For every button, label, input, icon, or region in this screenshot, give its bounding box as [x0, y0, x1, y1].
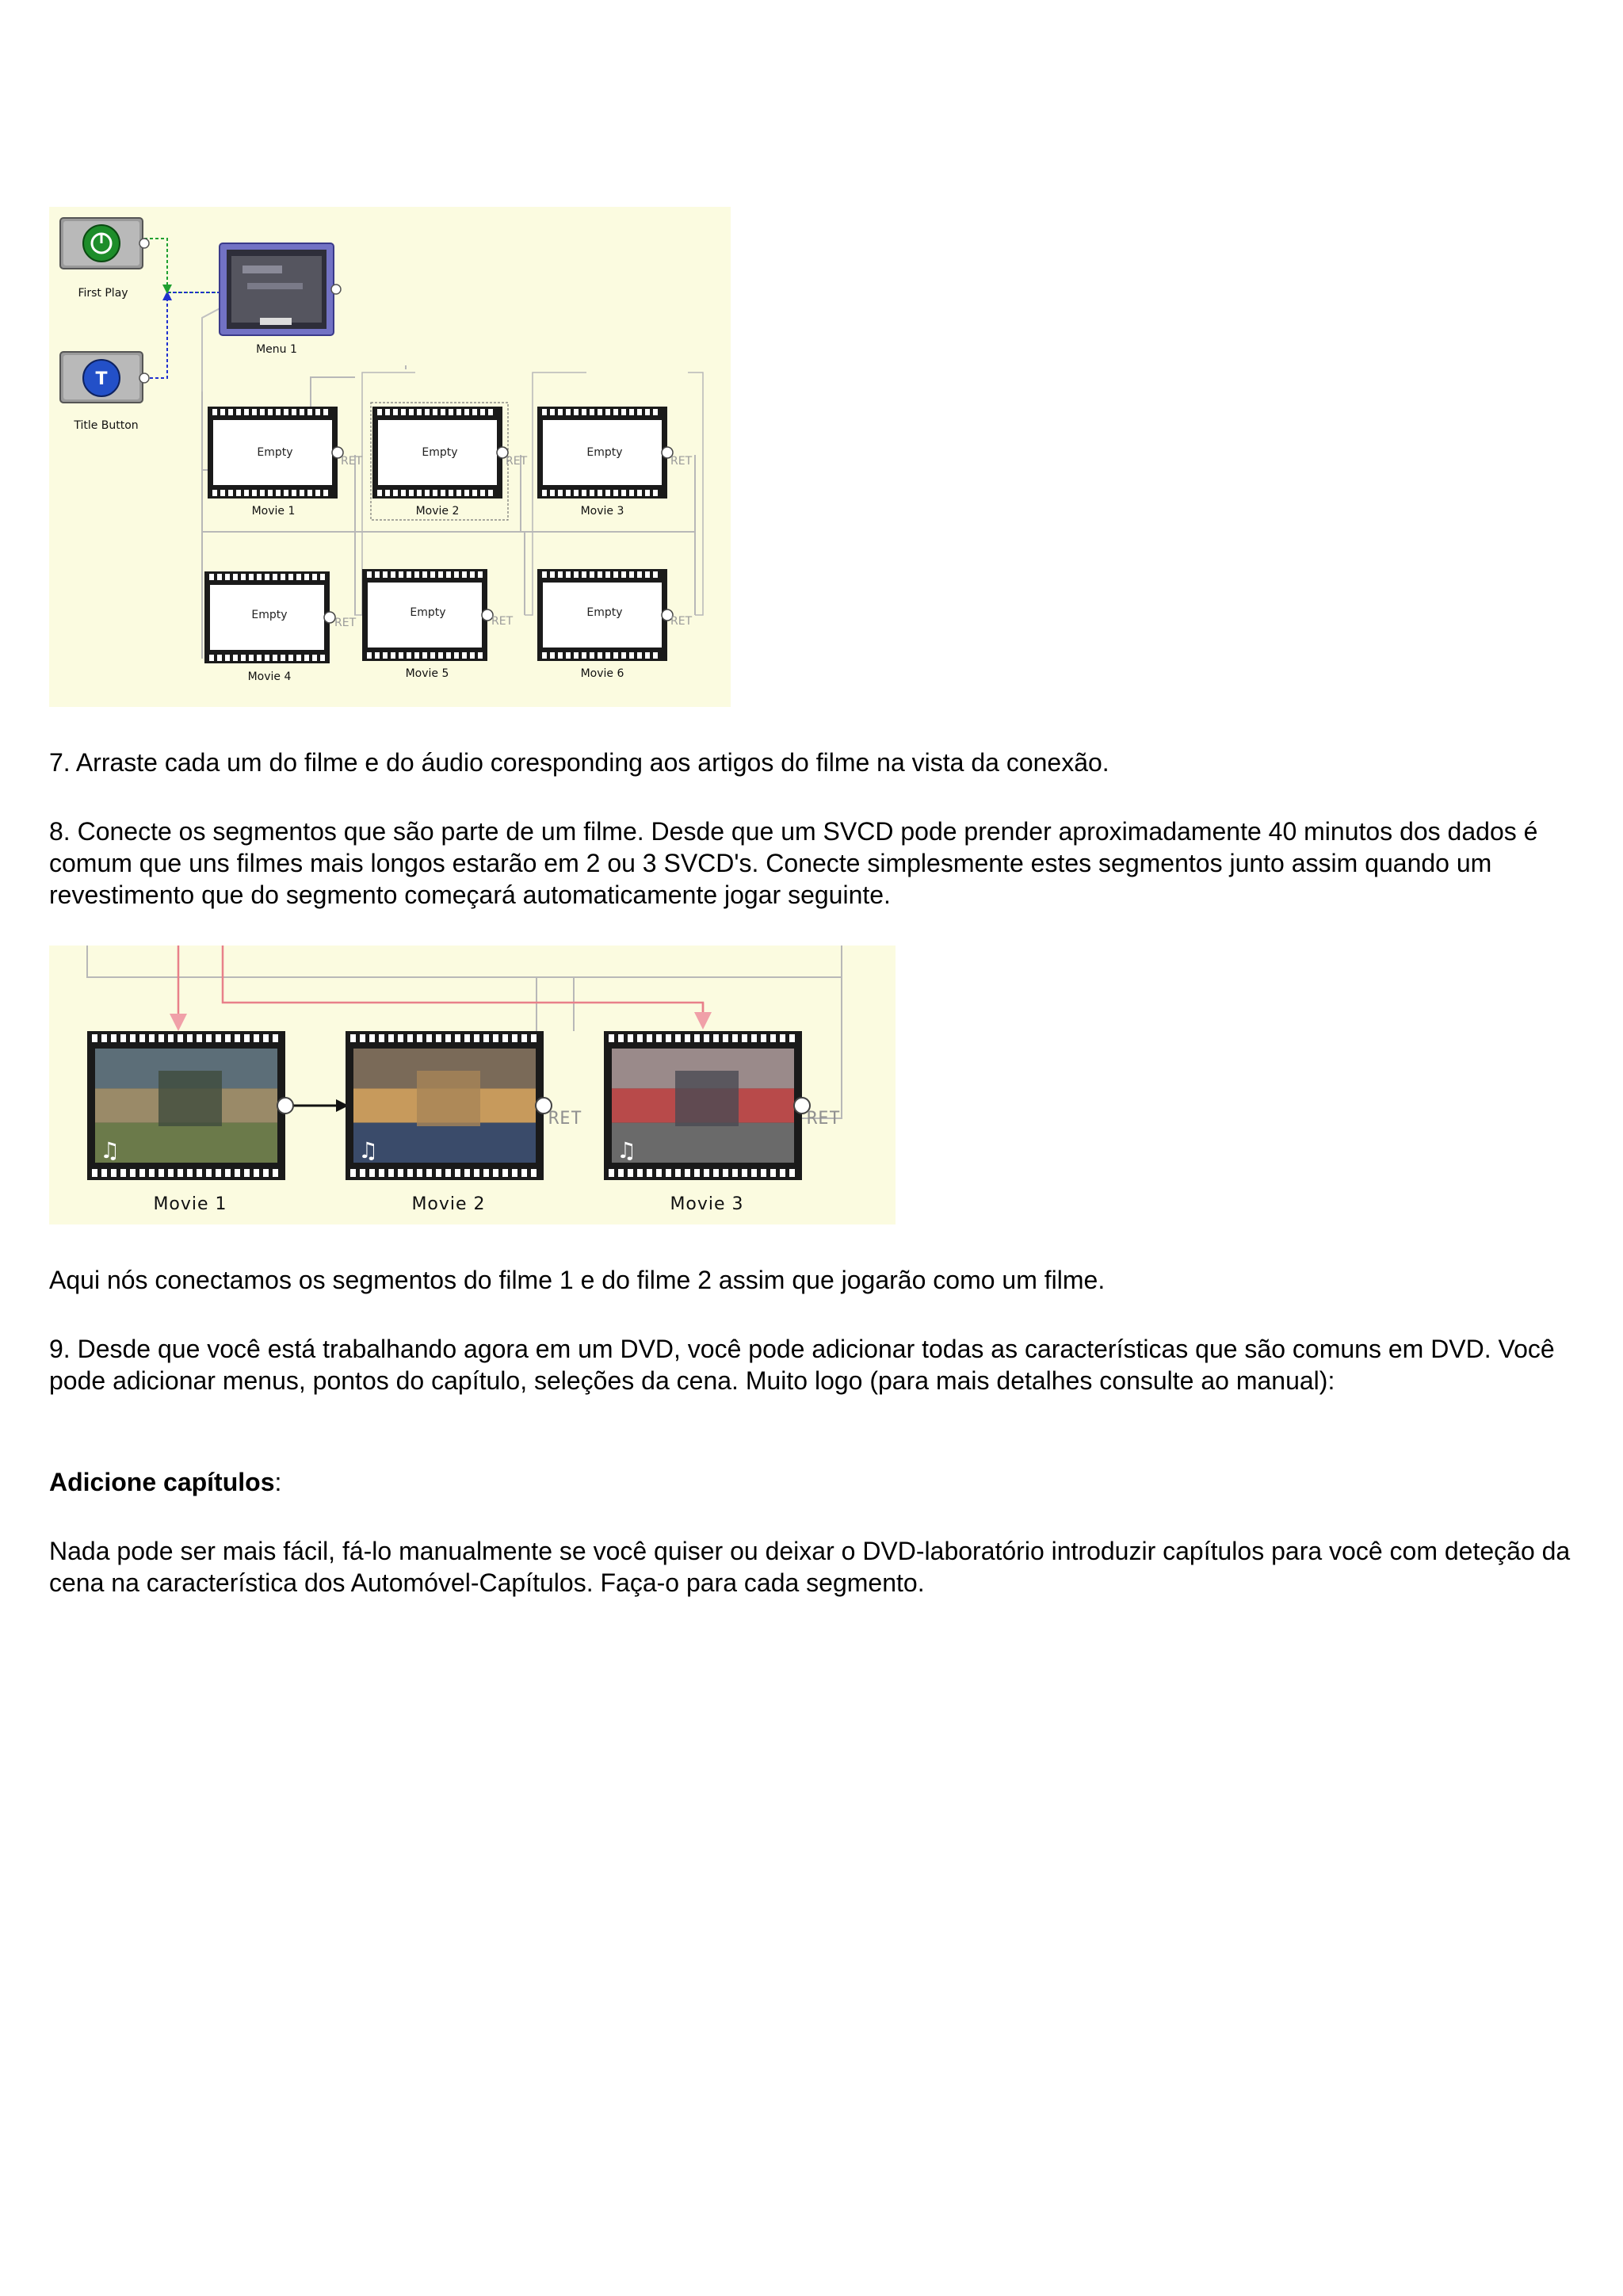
- segments-figure: [49, 946, 896, 1224]
- movie-1-ret-label: RET: [341, 455, 363, 468]
- heading-bold: Adicione capítulos: [49, 1468, 275, 1496]
- step-8-text: 8. Conecte os segmentos que são parte de um filme. Desde que um SVCD pode prender aproximadamente 40 minutos dos dados é comum que uns filmes mais longos estarão em 2 ou 3 SVCD's. Conecte simplesmente estes segmentos junto assim quando um revestimento que do segmento começará automaticamente jogar seguinte.: [49, 817, 1538, 909]
- movie-5-ret-label: RET: [491, 615, 514, 628]
- movie-2-empty-text: Empty: [422, 446, 458, 459]
- movie-6-ret-label: RET: [670, 615, 693, 628]
- step-9-text: 9. Desde que você está trabalhando agora em um DVD, você pode adicionar todas as características que são comuns em DVD. Você pode adicionar menus, pontos do capítulo, seleções da cena. Muito logo (para mais detalhes consulte ao manual):: [49, 1335, 1555, 1395]
- segment-movie-2-ret-label: RET: [548, 1109, 582, 1129]
- arrow-into-movie-1: [170, 1014, 187, 1031]
- movie-nodes: [204, 407, 673, 663]
- segment-movie-3-strip[interactable]: [604, 1031, 810, 1180]
- movie-4-label: Movie 4: [247, 670, 292, 683]
- movie-5-empty-text: Empty: [410, 606, 446, 619]
- segment-movie-3-thumbnail: [612, 1049, 794, 1163]
- step-7-text: 7. Arraste cada um do filme e do áudio coresponding aos artigos do filme na vista da conexão.: [49, 748, 1109, 777]
- heading-colon: :: [274, 1468, 282, 1496]
- segment-movie-1-thumbnail: [95, 1049, 277, 1163]
- music-note-icon: ♫: [358, 1137, 379, 1163]
- movie-6-empty-text: Empty: [586, 606, 623, 619]
- first-play-node[interactable]: [60, 218, 149, 269]
- section-heading: [49, 1466, 1587, 1498]
- movie-4-empty-text: Empty: [251, 609, 288, 621]
- movie-2-label: Movie 2: [415, 505, 460, 518]
- segment-movie-3-ret-label: RET: [807, 1109, 841, 1129]
- segment-movie-2-thumbnail: [353, 1049, 536, 1163]
- movie-2-ret-label: RET: [506, 455, 528, 468]
- arrow-into-movie-3: [694, 1012, 712, 1030]
- segments-diagram: [49, 946, 896, 1224]
- movie-1-empty-text: Empty: [257, 446, 293, 459]
- segment-movie-2-strip[interactable]: [346, 1031, 552, 1180]
- movie-3-empty-text: Empty: [586, 446, 623, 459]
- connection-diagram: [49, 207, 731, 707]
- connection-view-figure: [49, 207, 731, 707]
- chapters-text: Nada pode ser mais fácil, fá-lo manualmente se você quiser ou deixar o DVD-laboratório introduzir capítulos para você com deteção da cena na característica dos Automóvel-Capítulos. Faça-o para cada segmento.: [49, 1537, 1571, 1597]
- movie-3-ret-label: RET: [670, 455, 693, 468]
- menu-label: Menu 1: [256, 343, 297, 356]
- title-button-node[interactable]: [60, 352, 149, 403]
- movie-6-label: Movie 6: [580, 667, 624, 680]
- segment-movie-2-label: Movie 2: [411, 1194, 486, 1214]
- segment-movie-3-label: Movie 3: [670, 1194, 744, 1214]
- movie-3-label: Movie 3: [580, 505, 624, 518]
- caption-text: Aqui nós conectamos os segmentos do filme 1 e do filme 2 assim que jogarão como um filme.: [49, 1266, 1106, 1294]
- first-play-label: First Play: [78, 287, 128, 300]
- title-button-label: Title Button: [74, 419, 139, 432]
- movie-1-label: Movie 1: [251, 505, 296, 518]
- music-note-icon: ♫: [617, 1137, 637, 1163]
- segment-movie-1-strip[interactable]: [87, 1031, 293, 1180]
- segment-movie-1-label: Movie 1: [153, 1194, 227, 1214]
- music-note-icon: ♫: [100, 1137, 120, 1163]
- svg-text:T: T: [95, 369, 108, 389]
- film-strips: [87, 1031, 810, 1180]
- movie-5-label: Movie 5: [405, 667, 449, 680]
- menu-node[interactable]: [220, 243, 341, 335]
- movie-4-ret-label: RET: [334, 617, 357, 629]
